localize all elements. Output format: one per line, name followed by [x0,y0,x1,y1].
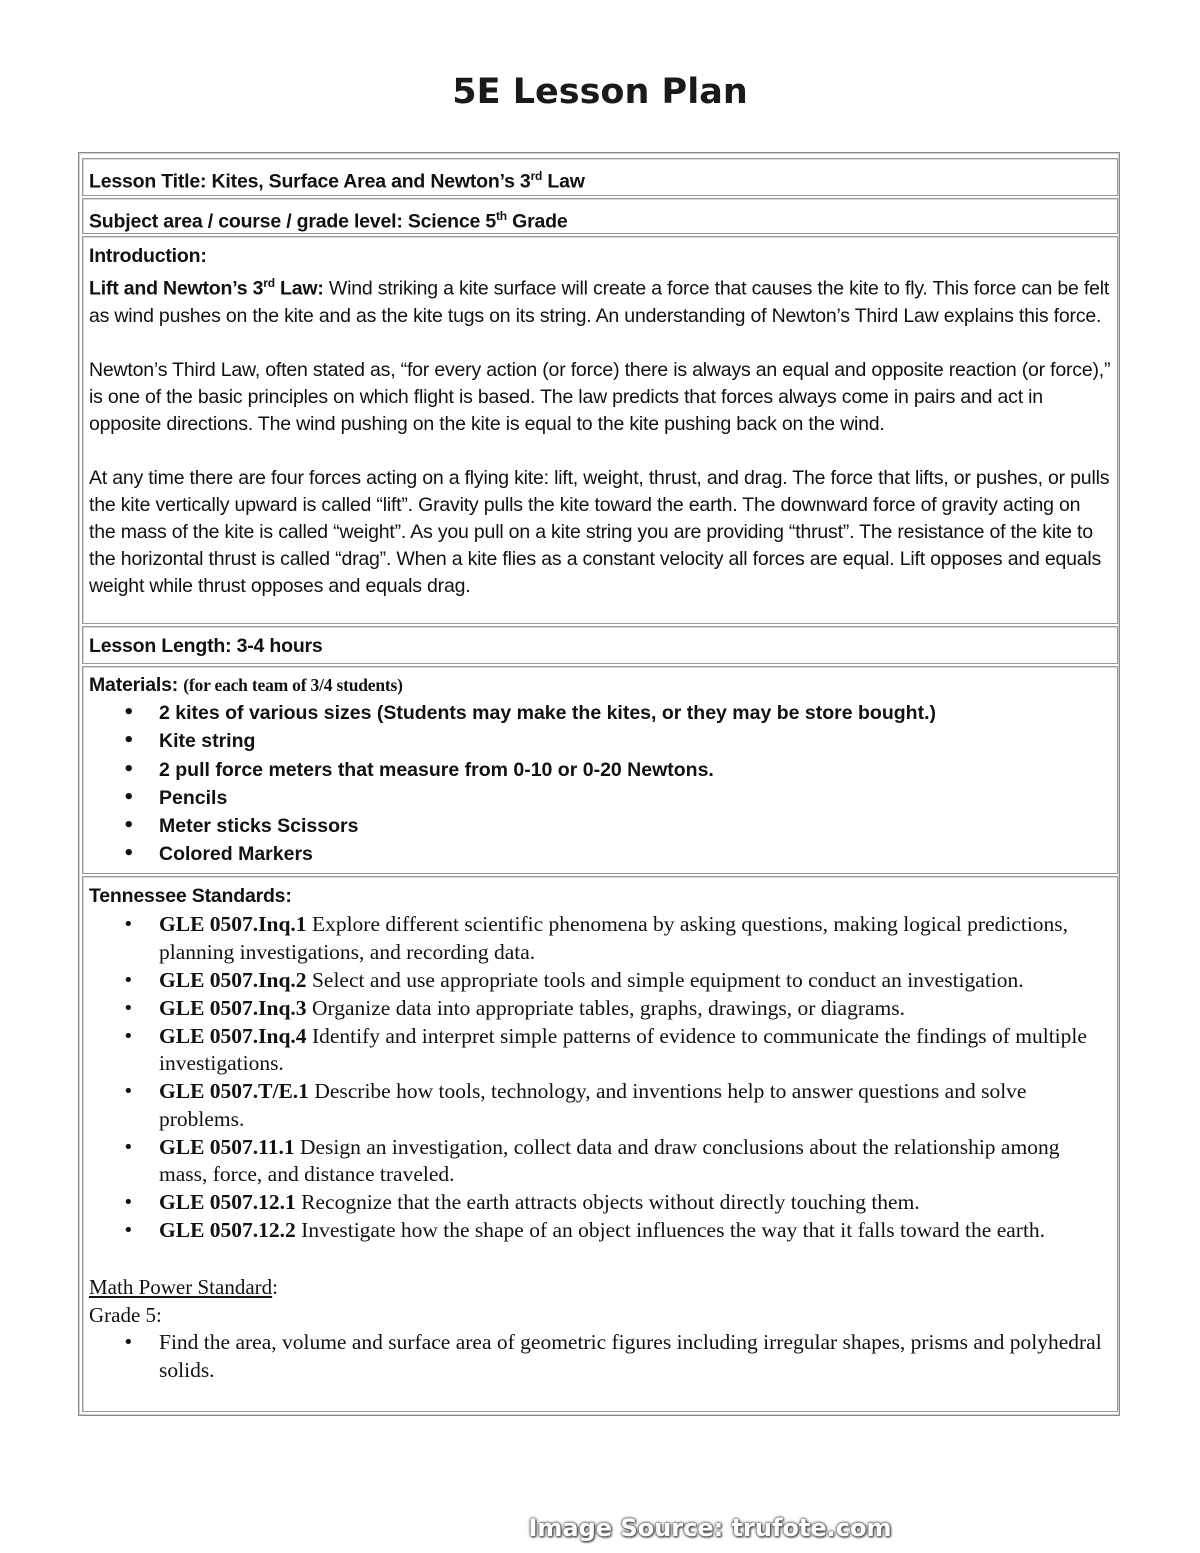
image-source-caption [0,1514,1200,1542]
standard-code: GLE 0507.12.2 [159,1218,296,1242]
introduction-lead-label-end: Law: [274,277,324,300]
standard-code: GLE 0507.Inq.4 [159,1023,307,1048]
standards-row [82,876,1118,1412]
list-item [89,1217,1111,1245]
materials-list [89,699,1111,869]
lesson-length-label: Lesson Length: [89,635,232,657]
materials-note: (for each team of 3/4 students) [183,675,403,695]
lesson-length-value: 3-4 hours [236,635,323,657]
standard-text: Organize data into appropriate tables, graphs, drawings, or diagrams. [306,995,905,1020]
list-item: • Colored Markers [89,840,1111,868]
math-standard-heading-text: Math Power Standard [89,1275,273,1299]
list-item [89,1189,1111,1217]
list-item: • 2 pull force meters that measure from 0-10 or 0-20 Newtons. [89,756,1111,784]
introduction-heading: Introduction: [89,245,207,267]
standard-text: Recognize that the earth attracts objects without directly touching them. [295,1190,920,1214]
lesson-title-sup: rd [530,169,543,183]
lesson-title-value: Kites, Surface Area and Newton’s 3 [211,170,531,193]
math-standard-colon: : [272,1275,278,1299]
standard-text: Identify and interpret simple patterns of evidence to communicate the findings of multiple investigations. [159,1023,1087,1075]
list-item: • Find the area, volume and surface area of geometric figures including irregular shapes, prisms and polyhedral solids. [89,1329,1111,1384]
subject-sup: th [496,209,507,223]
list-item [89,995,1111,1023]
list-item: • 2 kites of various sizes (Students may make the kites, or they may be store bought.) [89,699,1111,727]
introduction-lead-sup: rd [263,276,275,290]
page-title: 5E Lesson Plan [452,72,748,112]
introduction-row [82,236,1118,624]
math-standard-heading [89,1273,1111,1301]
lesson-title-row [82,158,1118,196]
subject-label: Subject area / course / grade level: [89,210,403,233]
standard-code: GLE 0507.11.1 [159,1134,295,1159]
introduction-para-1 [89,270,1111,330]
image-source-text: Image Source: trufote.com [528,1514,892,1542]
list-item [89,911,1111,966]
materials-row [82,666,1118,874]
introduction-lead-label: Lift and Newton’s 3 [89,277,264,300]
standard-text: Select and use appropriate tools and simple equipment to conduct an investigation. [306,967,1024,992]
list-item [89,1134,1111,1189]
introduction-para-2: Newton’s Third Law, often stated as, “for every action (or force) there is always an equal and opposite reaction (or force),” is one of the basic principles on which flight is based. The law predicts that forces always come in pairs and act in opposite directions. The wind pushing on the kite is equal to the kite pushing back on the wind. [89,358,1111,435]
standard-code: GLE 0507.Inq.2 [159,967,307,992]
list-item: • Pencils [89,784,1111,812]
lesson-title-label: Lesson Title: [89,170,207,193]
lesson-title-value-end: Law [542,170,585,193]
list-item: • Meter sticks Scissors [89,812,1111,840]
math-grade: Grade 5: [89,1303,162,1327]
standards-label: Tennessee Standards: [89,885,292,907]
lesson-length-row [82,626,1118,664]
introduction-para-1-text: Wind striking a kite surface will create a force that causes the kite to fly. This force can be felt as wind pushes on the kite and as the kite tugs on its string. An understanding of Newton’s Third Law explains this force. [89,277,1110,327]
list-item [89,967,1111,995]
standard-code: GLE 0507.Inq.3 [159,995,307,1020]
standard-code: GLE 0507.12.1 [159,1190,296,1214]
list-item: • Kite string [89,727,1111,755]
standards-list [89,911,1111,1245]
math-standards-list [89,1329,1111,1384]
materials-label: Materials: [89,674,179,696]
subject-value-end: Grade [506,210,568,233]
subject-value: Science 5 [407,210,497,233]
subject-row [82,198,1118,234]
list-item [89,1078,1111,1133]
list-item [89,1023,1111,1078]
introduction-para-3: At any time there are four forces acting on a flying kite: lift, weight, thrust, and drag. The force that lifts, or pushes, or pulls the kite vertically upward is called “lift”. Gravity pulls the kite toward the earth. The downward force of gravity acting on the mass of the kite is called “weight”. As you pull on a kite string you are providing “thrust”. The resistance of the kite to the horizontal thrust is called “drag”. When a kite flies as a constant velocity all forces are equal. Lift opposes and equals weight while thrust opposes and equals drag. [89,466,1110,597]
standard-text: Investigate how the shape of an object influences the way that it falls toward the earth. [295,1218,1046,1242]
standard-code: GLE 0507.T/E.1 [159,1079,309,1103]
standard-text: Describe how tools, technology, and inventions help to answer questions and solve problems. [159,1079,1027,1131]
standard-text: Design an investigation, collect data and draw conclusions about the relationship among mass, force, and distance traveled. [159,1134,1060,1186]
standard-text: Explore different scientific phenomena by asking questions, making logical predictions, planning investigations, and recording data. [159,912,1069,964]
standard-code: GLE 0507.Inq.1 [159,912,307,936]
